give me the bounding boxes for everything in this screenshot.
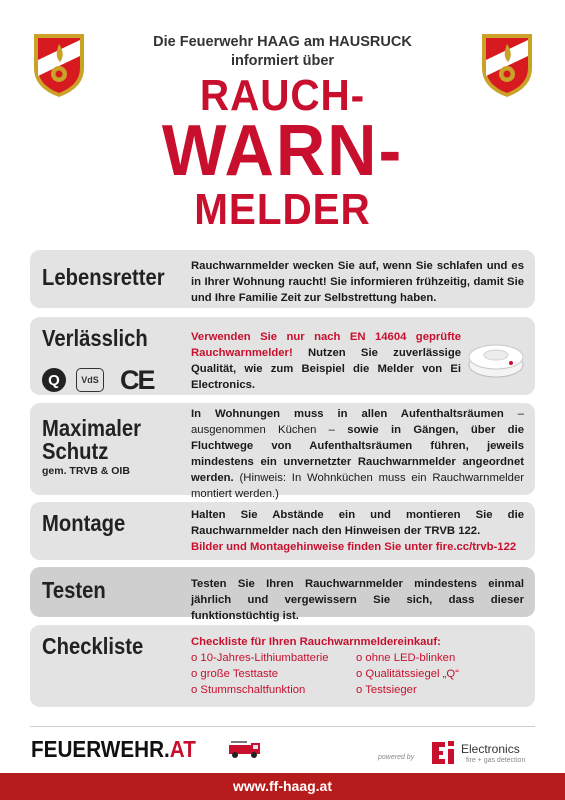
section-subheading: gem. TRVB & OIB	[42, 465, 130, 477]
heading-line-1: Maximaler	[42, 415, 142, 441]
footer-divider	[30, 726, 535, 727]
section-text	[191, 329, 461, 393]
section-text	[191, 507, 524, 555]
text-plain-b: (Hinweis: In Wohnküchen muss ein Rauchwarnmelder montiert werden.)	[191, 472, 524, 500]
warning-text: Verwenden Sie nur nach EN 14604 geprüfte Rauchwarnmelder!	[191, 331, 461, 359]
montage-link[interactable]: Bilder und Montagehinweise finden Sie unter fire.cc/trvb-122	[191, 541, 517, 553]
checklist-col-2	[356, 650, 521, 698]
section-heading: Checkliste	[42, 633, 144, 659]
vds-icon: VdS	[76, 368, 104, 392]
heading-line-2: Schutz	[42, 438, 109, 464]
section-heading	[42, 417, 141, 463]
ei-electronics-logo-icon	[432, 739, 456, 765]
intro-line-1: Die Feuerwehr HAAG am HAUSRUCK	[153, 34, 412, 50]
section-checkliste	[30, 625, 535, 707]
brand-at: AT	[169, 736, 196, 762]
section-maximaler-schutz	[30, 403, 535, 500]
title-line-3: MELDER	[194, 185, 371, 234]
list-item: o ohne LED-blinken	[356, 652, 456, 664]
text-bold-b: sowie in Gängen, über die Fluchtwege von Aufenthaltsräumen führen, jeweils mindestens ein unvernetzter Rauchwarnmelder angeordnet werden.	[191, 424, 525, 484]
section-montage	[30, 502, 535, 560]
title-line-2: WARN-	[161, 111, 404, 191]
intro-line-2: informiert über	[230, 53, 335, 69]
smoke-detector-icon	[467, 335, 525, 383]
section-text	[191, 406, 524, 502]
footer-bar	[0, 773, 565, 800]
checklist-items	[191, 650, 521, 698]
ce-mark-icon: CE	[120, 365, 154, 395]
website-link[interactable]: www.ff-haag.at	[232, 778, 333, 794]
section-heading: Testen	[42, 577, 106, 603]
list-item: o Qualitätssiegel „Q“	[356, 668, 459, 680]
ei-electronics-name: Electronics	[461, 742, 520, 756]
ei-electronics-tagline: fire + gas detection	[466, 757, 526, 764]
checklist-title: Checkliste für Ihren Rauchwarnmeldereinkauf:	[191, 636, 441, 648]
section-heading: Lebensretter	[42, 264, 165, 290]
quality-text: Nutzen Sie zuverlässige Qualität, wie zum Beispiel die Melder von Ei Electronics.	[191, 347, 461, 391]
header-intro	[0, 33, 565, 71]
fire-truck-icon	[228, 738, 262, 760]
section-heading: Verlässlich	[42, 325, 148, 351]
list-item: o Stummschaltfunktion	[191, 684, 306, 696]
title-line-1: RAUCH-	[199, 71, 366, 120]
list-item: o große Testtaste	[191, 668, 279, 680]
q-seal-icon: Q	[42, 368, 66, 392]
section-lebensretter	[30, 250, 535, 308]
certification-icons	[42, 365, 154, 395]
text-bold-a: In Wohnungen muss in allen Aufenthaltsräumen	[191, 408, 504, 420]
section-verlaesslich	[30, 317, 535, 395]
list-item: o 10-Jahres-Lithiumbatterie	[191, 652, 329, 664]
section-text: Rauchwarnmelder wecken Sie auf, wenn Sie schlafen und es in Ihrer Wohnung raucht! Sie informieren frühzeitig, damit Sie und Ihre Familie Zeit zur Selbstrettung haben.	[191, 260, 524, 304]
section-heading: Montage	[42, 510, 126, 536]
section-text: Testen Sie Ihren Rauchwarnmelder mindestens einmal jährlich und vergewissern Sie sich, dass dieser funktionstüchtig ist.	[191, 578, 524, 622]
montage-text: Halten Sie Abstände ein und montieren Sie die Rauchwarnmelder nach den Hinweisen der TRVB 122.	[191, 509, 524, 537]
brand-main: FEUERWEHR.	[31, 736, 170, 762]
checklist-col-1	[191, 650, 356, 698]
text-plain-a: – ausgenommen Küchen –	[191, 408, 525, 436]
feuerwehr-at-logo	[31, 736, 196, 763]
powered-by-label: powered by	[378, 754, 415, 761]
list-item: o Testsieger	[356, 684, 417, 696]
section-testen	[30, 567, 535, 622]
